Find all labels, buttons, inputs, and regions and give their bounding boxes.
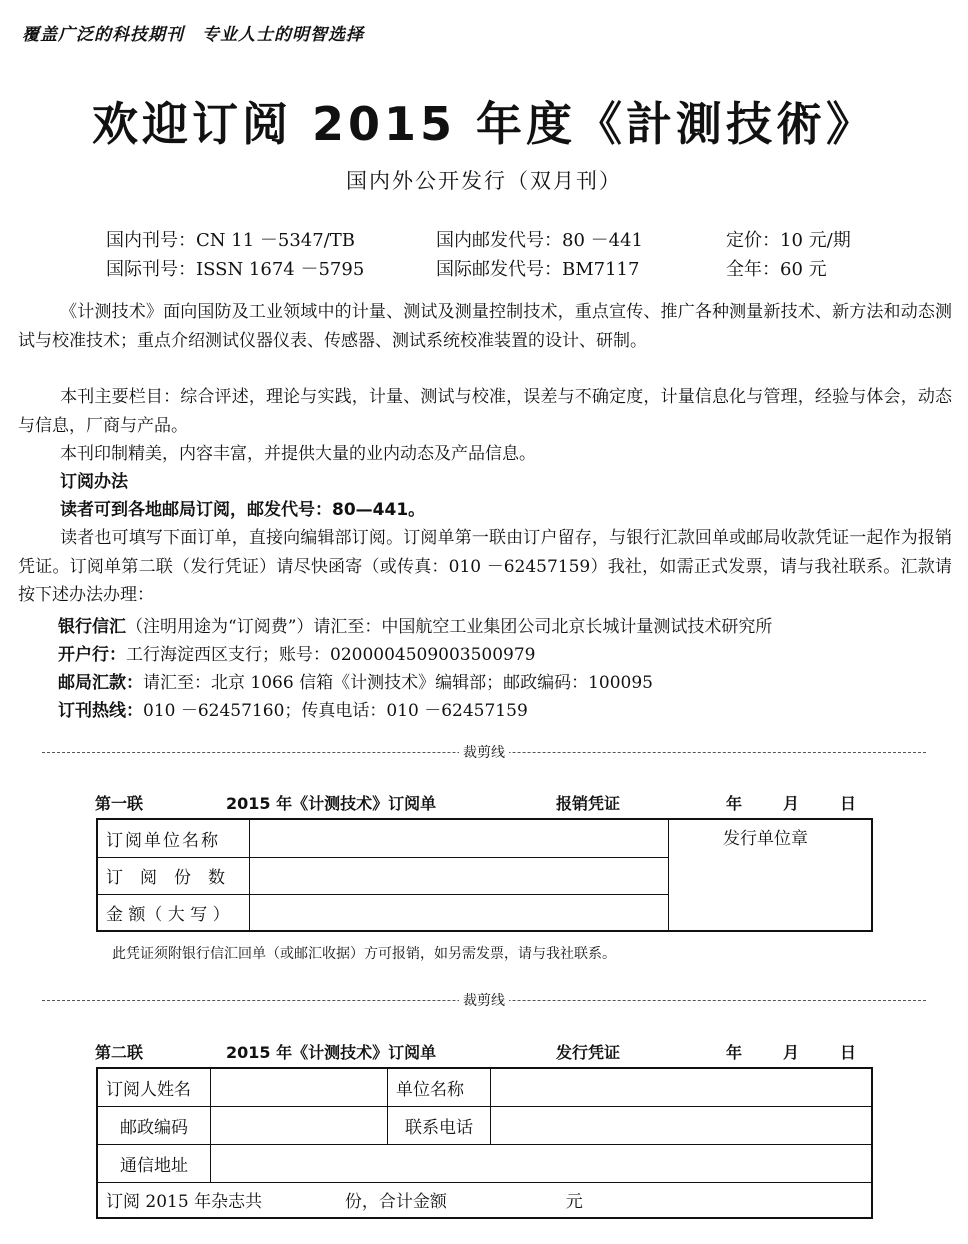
cut-line-label: 裁剪线 (42, 990, 926, 1010)
unit-name-label: 单位名称 (388, 1068, 491, 1106)
domestic-issn: 国内刊号：CN 11 －5347/TB (106, 230, 355, 251)
form1-unit-name-label: 订阅单位名称 (97, 819, 250, 857)
form1-type: 报销凭证 (556, 794, 621, 813)
total-row (97, 1182, 872, 1218)
unit-name-field[interactable] (491, 1068, 873, 1106)
total-text-a: 订阅 2015 年杂志共 (106, 1192, 263, 1213)
form2-day: 日 (840, 1043, 857, 1062)
form1-year: 年 (726, 794, 743, 813)
total-text-b: 份，合计金额 (344, 1192, 447, 1213)
form2-copy-label: 第二联 (95, 1043, 144, 1062)
intro-paragraph: 《计测技术》面向国防及工业领域中的计量、测试及测量控制技术，重点宣传、推广各种测量新技术、新方法和动态测试与校准技术；重点介绍测试仪器仪表、传感器、测试系统校准装置的设计、研制。 (18, 302, 952, 351)
hotline-line: 订刊热线：010 －62457160；传真电话：010 －62457159 (58, 701, 528, 721)
page-title: 欢迎订阅 2015 年度《計測技術》 (91, 97, 877, 151)
form2-type: 发行凭证 (556, 1043, 621, 1062)
form2-table (96, 1067, 873, 1219)
postal-code-field[interactable] (211, 1106, 388, 1144)
address-label: 通信地址 (97, 1144, 211, 1182)
subscriber-name-label: 订阅人姓名 (97, 1068, 211, 1106)
form1-copies-field[interactable] (250, 857, 669, 894)
form2-year: 年 (726, 1043, 743, 1062)
intl-issn: 国际刊号：ISSN 1674 －5795 (106, 259, 365, 280)
phone-label: 联系电话 (388, 1106, 491, 1144)
bank-remittance-line: 银行信汇（注明用途为“订阅费”）请汇至：中国航空工业集团公司北京长城计量测试技术研究所 (58, 617, 773, 637)
subscription-heading: 订阅办法 (60, 472, 128, 492)
form1-note: 此凭证须附银行信汇回单（或邮汇收据）方可报销，如另需发票，请与我社联系。 (112, 946, 616, 962)
form2-month: 月 (783, 1043, 800, 1062)
domestic-postal-code: 国内邮发代号：80 －441 (436, 230, 643, 251)
form1-amount-label: 金 额（ 大 写 ） (97, 894, 250, 931)
cut-line-label: 裁剪线 (42, 742, 926, 762)
form1-unit-name-field[interactable] (250, 819, 669, 857)
form1-stamp-label: 发行单位章 (723, 829, 808, 849)
form1-month: 月 (783, 794, 800, 813)
postal-code-label: 邮政编码 (97, 1106, 211, 1144)
subtitle: 国内外公开发行（双月刊） (346, 169, 622, 193)
form1-title: 2015 年《计测技术》订阅单 (226, 794, 437, 813)
price-per-year: 全年：60 元 (726, 259, 827, 280)
subscription-post-line: 读者可到各地邮局订阅，邮发代号：80—441。 (60, 500, 426, 520)
form1-copy-label: 第一联 (95, 794, 144, 813)
columns-paragraph: 本刊主要栏目：综合评述，理论与实践，计量、测试与校准，误差与不确定度，计量信息化与管理，经验与体会，动态与信息，厂商与产品。 (18, 387, 952, 436)
subscriber-name-field[interactable] (211, 1068, 388, 1106)
total-text-c: 元 (565, 1192, 583, 1213)
price-per-issue: 定价：10 元/期 (726, 230, 851, 251)
form1-amount-field[interactable] (250, 894, 669, 931)
intl-postal-code: 国际邮发代号：BM7117 (436, 259, 640, 280)
account-line: 开户行：工行海淀西区支行；账号：0200004509003500979 (58, 645, 536, 665)
phone-field[interactable] (491, 1106, 873, 1144)
cut-line (42, 742, 926, 762)
cut-line (42, 990, 926, 1010)
form1-copies-label: 订 阅 份 数 (97, 857, 250, 894)
form2-title: 2015 年《计测技术》订阅单 (226, 1043, 437, 1062)
address-field[interactable] (211, 1144, 873, 1182)
tagline: 覆盖广泛的科技期刊 专业人士的明智选择 (22, 25, 364, 45)
form1-day: 日 (840, 794, 857, 813)
quality-paragraph: 本刊印制精美，内容丰富，并提供大量的业内动态及产品信息。 (60, 444, 536, 464)
subscription-paragraph: 读者也可填写下面订单，直接向编辑部订阅。订阅单第一联由订户留存，与银行汇款回单或邮局收款凭证一起作为报销凭证。订阅单第二联（发行凭证）请尽快函寄（或传真：010 －62457159）我社，如需正式发票，请与我社联系。汇款请按下述办法办理： (18, 528, 952, 605)
form1-table (96, 818, 873, 932)
post-remittance-line: 邮局汇款：请汇至：北京 1066 信箱《计测技术》编辑部；邮政编码：100095 (58, 673, 653, 693)
form1-stamp-area (669, 819, 873, 931)
